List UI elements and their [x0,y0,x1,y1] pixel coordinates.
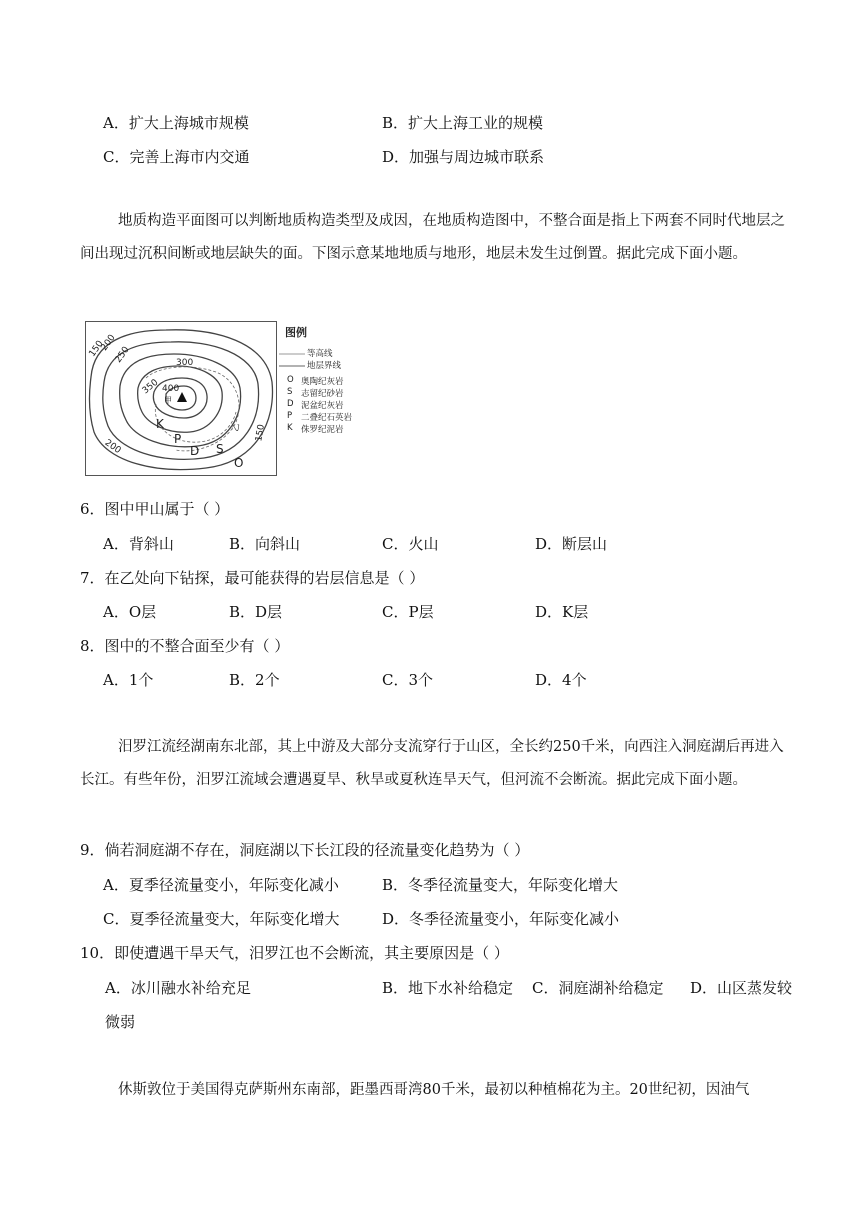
q10-option-d: D．山区蒸发较 [690,979,793,997]
strata-label-k: K [156,417,164,431]
strata-label-o: O [234,456,244,470]
q9-option-a: A．夏季径流量变小，年际变化减小 [103,876,339,894]
q8-stem: 8．图中的不整合面至少有（ ） [80,637,290,655]
legend-sym-k: K [287,423,293,433]
passage-miluo-river: 汨罗江流经湖南东北部，其上中游及大部分支流穿行于山区，全长约250千米，向西注入洞庭湖后再进入长江。有些年份，汨罗江流域会遭遇夏旱、秋旱或夏秋连旱天气，但河流不会断流。据此完成下面小题。 [80,739,784,788]
contour-label-200: 200 [99,333,118,353]
q5-option-d: D．加强与周边城市联系 [382,148,545,166]
strata-label-d: D [190,444,200,458]
q10-option-d-continued: 微弱 [105,1013,136,1031]
passage-houston: 休斯敦位于美国得克萨斯州东南部，距墨西哥湾80千米，最初以种植棉花为主。20世纪初，因油气 [118,1082,750,1098]
q9-stem: 9．倘若洞庭湖不存在，洞庭湖以下长江段的径流量变化趋势为（ ） [80,841,530,859]
legend-sym-s: S [287,387,293,397]
contour-label-400: 400 [162,384,180,394]
passage-geology: 地质构造平面图可以判断地质构造类型及成因，在地质构造图中，不整合面是指上下两套不同时代地层之间出现过沉积间断或地层缺失的面。下图示意某地地质与地形，地层未发生过倒置。据此完成下面小题。 [80,213,785,262]
contour-label-250: 250 [113,345,132,365]
strata-label-s: S [216,442,224,456]
contour-label-150-right: 150 [254,423,268,443]
q7-stem: 7．在乙处向下钻探，最可能获得的岩层信息是（ ） [80,569,425,587]
q5-option-b: B．扩大上海工业的规模 [382,114,544,132]
legend-label-boundary: 地层界线 [307,361,342,371]
contour-label-150: 150 [87,339,106,359]
q10-option-c: C．洞庭湖补给稳定 [532,979,664,997]
q6-stem: 6．图中甲山属于（ ） [80,500,230,518]
q9-option-c: C．夏季径流量变大，年际变化增大 [103,910,340,928]
legend-label-s: 志留纪砂岩 [301,389,344,399]
legend-sym-d: D [287,399,294,409]
strata-label-p: P [174,432,182,446]
q7-option-a: A．O层 [103,603,157,621]
q6-option-b: B．向斜山 [229,535,301,553]
peak-label: 甲 [164,396,172,405]
q5-option-a: A．扩大上海城市规模 [103,114,249,132]
q6-option-a: A．背斜山 [103,535,174,553]
q8-option-c: C．3个 [382,671,434,689]
q10-stem: 10．即使遭遇干旱天气，汨罗江也不会断流，其主要原因是（ ） [80,944,509,962]
point-label: 乙 [230,422,242,433]
q9-option-d: D．冬季径流量变小，年际变化减小 [382,910,620,928]
q8-option-d: D．4个 [535,671,587,689]
q8-option-a: A．1个 [103,671,154,689]
q10-option-b: B．地下水补给稳定 [382,979,514,997]
legend-label-k: 侏罗纪泥岩 [301,425,344,435]
legend-label-p: 二叠纪石英岩 [301,413,353,423]
q6-option-d: D．断层山 [535,535,608,553]
q5-option-c: C．完善上海市内交通 [103,148,250,166]
legend-sym-p: P [287,411,293,421]
q6-option-c: C．火山 [382,535,439,553]
q9-option-b: B．冬季径流量变大，年际变化增大 [382,876,619,894]
legend-label-o: 奥陶纪灰岩 [301,377,344,387]
contour-label-200-lower: 200 [102,437,123,457]
legend-label-contour: 等高线 [307,349,333,359]
legend-label-d: 泥盆纪灰岩 [301,401,344,411]
legend-sym-o: O [287,375,294,385]
contour-label-350: 350 [140,377,161,397]
q7-option-d: D．K层 [535,603,589,621]
q8-option-b: B．2个 [229,671,280,689]
contour-map [85,321,277,476]
legend-title: 图例 [285,326,307,339]
q7-option-b: B．D层 [229,603,283,621]
q10-option-a: A．冰川融水补给充足 [105,979,251,997]
contour-label-300: 300 [176,358,194,368]
q7-option-c: C．P层 [382,603,434,621]
